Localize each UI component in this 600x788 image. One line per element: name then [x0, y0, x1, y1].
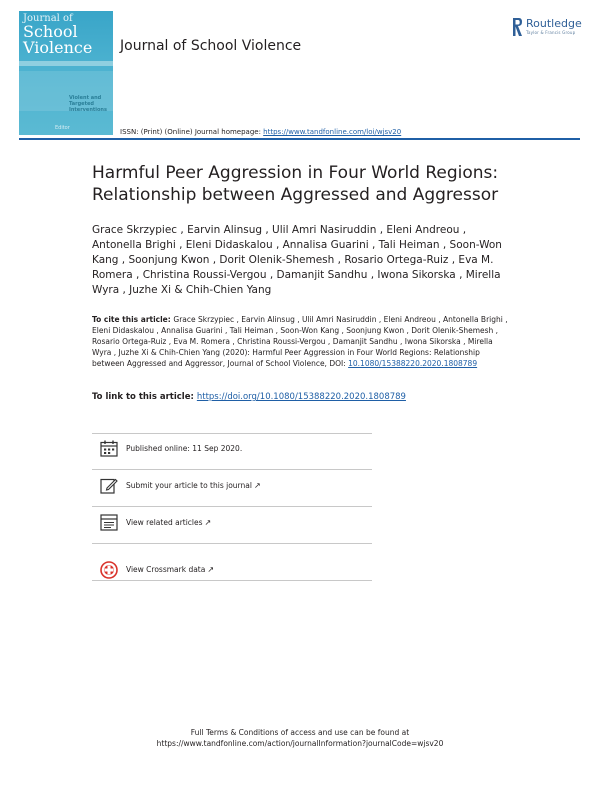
cover-subtitle: Violent and Targeted Interventions	[69, 95, 107, 113]
footer-terms-link[interactable]: https://www.tandfonline.com/action/journalInformation?journalCode=wjsv20	[156, 739, 444, 748]
divider	[92, 469, 372, 470]
citation-block	[92, 314, 512, 369]
cover-line-3: Violence	[23, 38, 93, 57]
related-articles-icon	[100, 514, 118, 531]
routledge-logo-icon	[511, 17, 523, 37]
edit-icon	[100, 477, 118, 494]
author-list: Grace Skrzypiec , Earvin Alinsug , Ulil Amri Nasiruddin , Eleni Andreou , Antonella Brighi , Eleni Didaskalou , Annalisa Guarini , Tali Heiman , Soon-Won Kang , Soonjung Kwon , Dorit Olenik-Shemesh , Rosario Ortega-Ruiz , Eva M. Romera , Christina Roussi-Vergou , Damanjit Sandhu , Iwona Sikorska , Mirella Wyra , Juzhe Xi & Chih-Chien Yang	[92, 224, 502, 296]
journal-title: Journal of School Violence	[120, 38, 302, 54]
footer	[0, 727, 600, 749]
journal-cover-image	[19, 11, 113, 135]
cover-line-1: Journal of	[23, 13, 73, 24]
related-articles-link[interactable]	[126, 518, 211, 527]
cover-band	[19, 61, 113, 66]
citation-label: To cite this article:	[92, 315, 174, 324]
crossmark-label[interactable]: View Crossmark data	[126, 565, 206, 574]
calendar-icon	[100, 440, 118, 457]
footer-line-1: Full Terms & Conditions of access and use can be found at	[190, 728, 410, 737]
submit-article-link[interactable]	[126, 481, 261, 490]
issn-text: ISSN: (Print) (Online) Journal homepage:	[120, 128, 264, 136]
header-divider	[19, 138, 580, 140]
published-online-row	[100, 440, 380, 460]
article-url-link[interactable]: https://doi.org/10.1080/15388220.2020.1808789	[196, 392, 406, 402]
external-link-icon: ↗	[204, 518, 212, 527]
submit-article-label[interactable]: Submit your article to this journal	[126, 481, 252, 490]
link-label: To link to this article:	[92, 392, 197, 402]
external-link-icon: ↗	[207, 565, 215, 574]
crossmark-row[interactable]	[100, 561, 380, 581]
journal-homepage-link[interactable]: https://www.tandfonline.com/loi/wjsv20	[263, 128, 402, 136]
citation-text: Grace Skrzypiec , Earvin Alinsug , Ulil Amri Nasiruddin , Eleni Andreou , Antonella Brighi , Eleni Didaskalou , Annalisa Guarini , Tali Heiman , Soon-Won Kang , Soonjung Kwon , Dorit Olenik-Shemesh , Rosario Ortega-Ruiz , Eva M. Romera , Christina Roussi-Vergou , Damanjit Sandhu , Iwona Sikorska , Mirella Wyra , Juzhe Xi & Chih-Chien Yang (2020): Harmful Peer Aggression in Four World Regions: Relationship between Aggressed and Aggressor, Journal of School Violence, DOI:	[92, 315, 508, 368]
related-articles-row[interactable]	[100, 514, 380, 534]
divider	[92, 433, 372, 434]
publisher-name: Routledge	[526, 17, 582, 30]
divider	[92, 506, 372, 507]
issn-line	[120, 128, 401, 136]
divider	[92, 543, 372, 544]
crossmark-link[interactable]	[126, 565, 214, 574]
cover-line-2: School	[23, 22, 78, 41]
doi-link[interactable]: 10.1080/15388220.2020.1808789	[348, 359, 478, 368]
link-to-article	[92, 392, 512, 402]
article-title: Harmful Peer Aggression in Four World Regions: Relationship between Aggressed and Aggressor	[92, 163, 499, 205]
related-articles-label[interactable]: View related articles	[126, 518, 203, 527]
published-online-text: Published online: 11 Sep 2020.	[126, 444, 243, 453]
publisher-tagline: Taylor & Francis Group	[526, 30, 576, 35]
crossmark-icon	[100, 561, 118, 579]
cover-footer: Editor	[55, 125, 70, 131]
submit-article-row[interactable]	[100, 477, 380, 497]
external-link-icon: ↗	[253, 481, 261, 490]
